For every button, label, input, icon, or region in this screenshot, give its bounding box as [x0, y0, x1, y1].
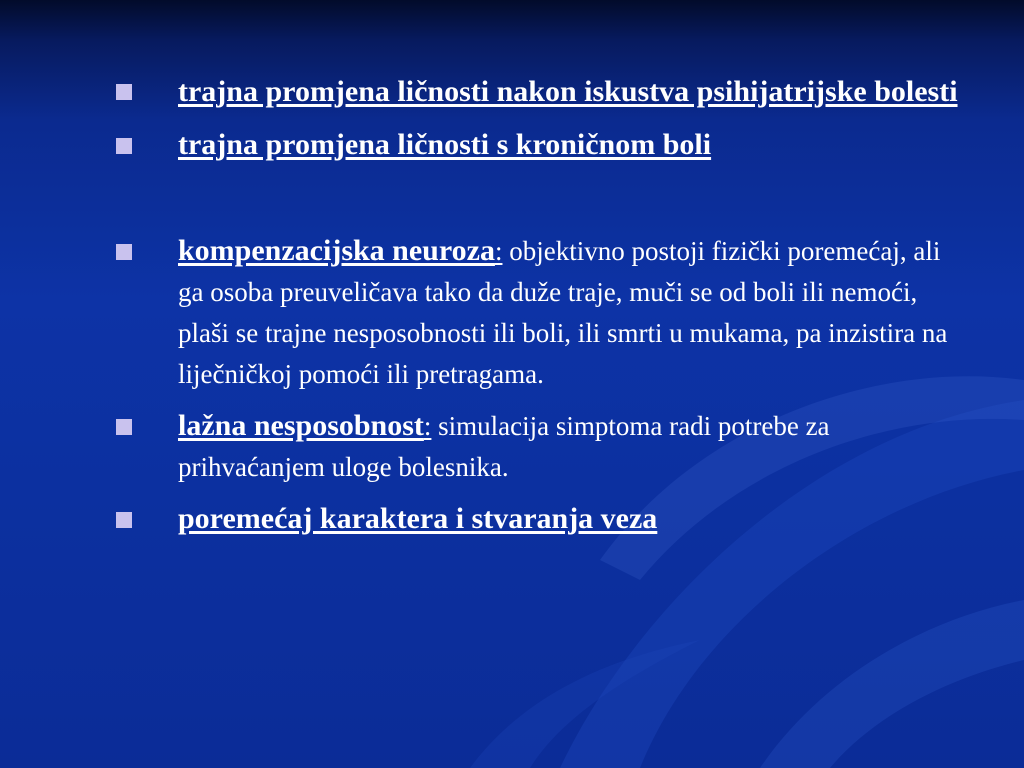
- square-bullet-icon: [116, 244, 132, 260]
- list-item-description: objektivno postoji fizički poremećaj, ali ga osoba preuveličava tako da duže traje, muči se od boli ili nemoći, plaši se trajne nesposobnosti ili boli, ili smrti u mukama, pa inzistira na liječničkoj pomoći ili pretragama.: [178, 236, 948, 389]
- list-item: [112, 498, 972, 540]
- list-item-colon: :: [423, 411, 432, 441]
- list-item-text: [178, 498, 657, 540]
- square-bullet-icon: [116, 419, 132, 435]
- square-bullet-icon: [116, 138, 132, 154]
- list-item-term: lažna nesposobnost: [178, 409, 424, 442]
- list-item-colon: :: [494, 236, 503, 266]
- list-item-text: [178, 230, 972, 395]
- list-item-text: [178, 405, 972, 488]
- list-item-description: simulacija simptoma radi potrebe za prihvaćanjem uloge bolesnika.: [178, 411, 830, 482]
- list-item: [112, 70, 972, 114]
- list-item-term: kompenzacijska neuroza: [178, 234, 495, 267]
- list-item-text: [178, 124, 711, 166]
- list-item: [112, 124, 972, 166]
- list-item: [112, 230, 972, 395]
- list-item-term: trajna promjena ličnosti nakon iskustva psihijatrijske bolesti: [178, 75, 958, 108]
- square-bullet-icon: [116, 84, 132, 100]
- square-bullet-icon: [116, 512, 132, 528]
- list-item-term: poremećaj karaktera i stvaranja veza: [178, 502, 658, 535]
- list-item-term: trajna promjena ličnosti s kroničnom boli: [178, 128, 712, 161]
- list-item-text: [178, 70, 958, 114]
- list-item: [112, 405, 972, 488]
- bullet-list: [112, 70, 972, 540]
